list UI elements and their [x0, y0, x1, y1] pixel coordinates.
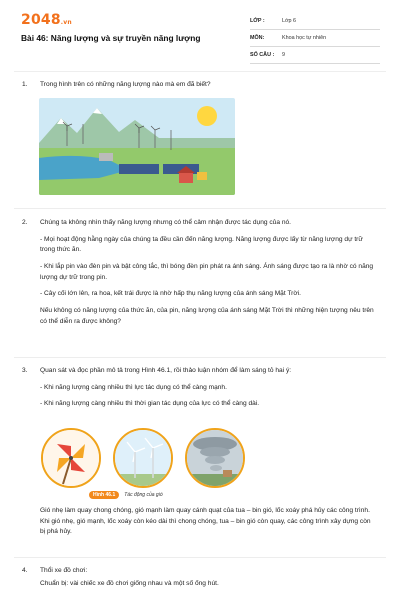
- question-divider: [14, 208, 386, 209]
- question-2: [22, 218, 377, 333]
- question-number: 2.: [22, 219, 28, 226]
- site-logo[interactable]: [21, 12, 72, 28]
- question-bullet: - Khi lắp pin vào đèn pin và bật công tắc, thì bóng đèn pin phát ra ánh sáng. Ánh sáng được tạo ra là nhờ có năng lượng dự trữ trong pin.: [40, 263, 374, 281]
- wind-turbine-image: [113, 428, 173, 488]
- meta-row-subject: [250, 30, 380, 47]
- meta-key: LỚP :: [250, 18, 265, 24]
- question-text: Nếu không có năng lượng của thức ăn, của pin, năng lượng của ánh sáng Mặt Trời thì những hiện tượng nêu trên có thể diễn ra được không?: [40, 307, 374, 325]
- question-3: [22, 366, 377, 416]
- question-text: Thổi xe đồ chơi:: [40, 567, 88, 574]
- question-text: Chúng ta không nhìn thấy năng lượng nhưng có thể cảm nhận được tác dụng của nó.: [40, 219, 292, 226]
- meta-value: Khoa học tự nhiên: [282, 35, 327, 41]
- logo-suffix: .vn: [60, 19, 72, 26]
- meta-row-grade: [250, 13, 380, 30]
- question-4: [22, 566, 377, 591]
- question-bullet: - Cây cối lớn lên, ra hoa, kết trái được là nhờ hấp thụ năng lượng của ánh sáng Mặt Trời.: [40, 290, 301, 298]
- question-number: 3.: [22, 367, 28, 374]
- energy-landscape-image: [39, 98, 235, 195]
- question-1: [22, 80, 377, 97]
- meta-row-count: [250, 47, 380, 64]
- figure-tag: Hình 46.1: [89, 491, 119, 499]
- lesson-meta: [250, 13, 380, 64]
- figure-caption-text: Tác động của gió: [124, 492, 163, 498]
- meta-key: MÔN:: [250, 35, 265, 41]
- page-title: Bài 46: Năng lượng và sự truyền năng lượng: [21, 33, 201, 43]
- meta-key: SỐ CÂU :: [250, 52, 275, 58]
- page-header: [0, 0, 400, 66]
- question-bullet: - Khi năng lượng càng nhiều thì thời gian tác dụng của lực có thể càng dài.: [40, 400, 260, 408]
- pinwheel-image: [41, 428, 101, 488]
- figure-caption: [89, 491, 163, 499]
- question-bullet: - Mọi hoạt động hằng ngày của chúng ta đều cần đến năng lượng. Năng lượng được lấy từ năng lượng dự trữ trong thức ăn.: [40, 235, 363, 254]
- question-number: 1.: [22, 81, 28, 88]
- question-text: Quan sát và đọc phần mô tả trong Hình 46.1, rồi thảo luận nhóm để làm sáng tỏ hai ý:: [40, 367, 292, 374]
- question-text: Gió nhẹ làm quay chong chóng, gió mạnh làm quay cánh quạt của tua – bin gió, lốc xoáy phá hủy các công trình. Khi gió nhẹ, gió mạnh, lốc xoáy còn kéo dài thì chong chóng, tua – bin gió còn quay, các công trình xây dựng còn bị phá hủy.: [40, 507, 371, 536]
- question-3-explanation: [22, 506, 377, 544]
- meta-value: Lớp 6: [282, 18, 297, 24]
- question-divider: [14, 357, 386, 358]
- meta-value: 9: [282, 52, 285, 58]
- question-divider: [14, 557, 386, 558]
- question-text: Chuẩn bị: vài chiếc xe đồ chơi giống nhau và một số ống hút.: [40, 579, 219, 587]
- tornado-image: [185, 428, 245, 488]
- logo-text: 2048: [21, 12, 61, 28]
- wind-figure: [41, 428, 251, 490]
- question-bullet: - Khi năng lượng càng nhiều thì lực tác dụng có thể càng mạnh.: [40, 383, 227, 391]
- question-number: 4.: [22, 567, 28, 574]
- header-divider: [14, 71, 386, 72]
- question-text: Trong hình trên có những năng lượng nào mà em đã biết?: [40, 81, 211, 88]
